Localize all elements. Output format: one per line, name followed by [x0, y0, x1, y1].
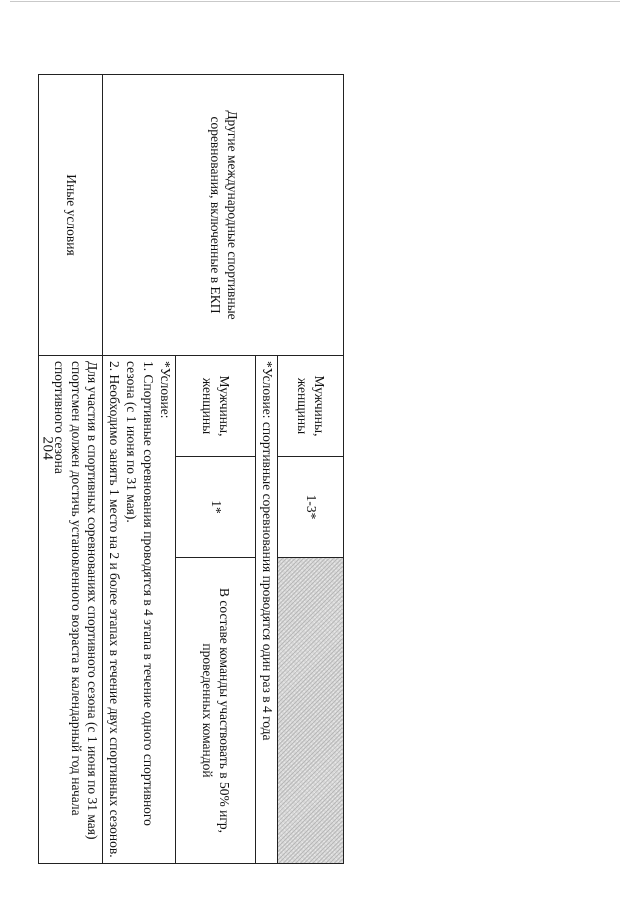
sex-cell: Мужчины, женщины	[278, 356, 344, 457]
table-row	[39, 75, 103, 864]
rotated-document	[51, 74, 344, 864]
note-cell: В составе команды участвовать в 50% игр, проведенных командой	[176, 558, 256, 864]
category-cell: Другие международные спортивные соревнования, включенные в ЕКП	[103, 75, 344, 356]
sex-cell: Мужчины, женщины	[176, 356, 256, 457]
condition-line: 1. Спортивные соревнования проводятся в 4 этапа в течение одного спортивного сезона (с 1 июня по 31 мая).	[124, 361, 157, 826]
page-top-rule	[10, 1, 620, 2]
ekp-table	[39, 74, 345, 864]
place-cell: 1*	[176, 457, 256, 558]
condition-line: 2. Необходимо занять 1 место на 2 и более этапах в течение двух спортивных сезонов.	[107, 361, 123, 858]
page-number: 204	[39, 436, 56, 461]
table-row	[278, 75, 344, 864]
condition-title: *Условие:	[158, 361, 173, 419]
other-conditions-label: Иные условия	[39, 75, 103, 356]
condition-cell: *Условие: спортивные соревнования проводятся один раз в 4 года	[256, 356, 278, 864]
condition-cell	[103, 356, 176, 864]
place-cell: 1-3*	[278, 457, 344, 558]
hatched-note-cell	[278, 558, 344, 864]
other-conditions-text: Для участия в спортивных соревнованиях спортивного сезона (с 1 июня по 31 мая) спортсмен должен достичь установленного возраста в календарный год начала спортивного сезона	[39, 356, 103, 864]
